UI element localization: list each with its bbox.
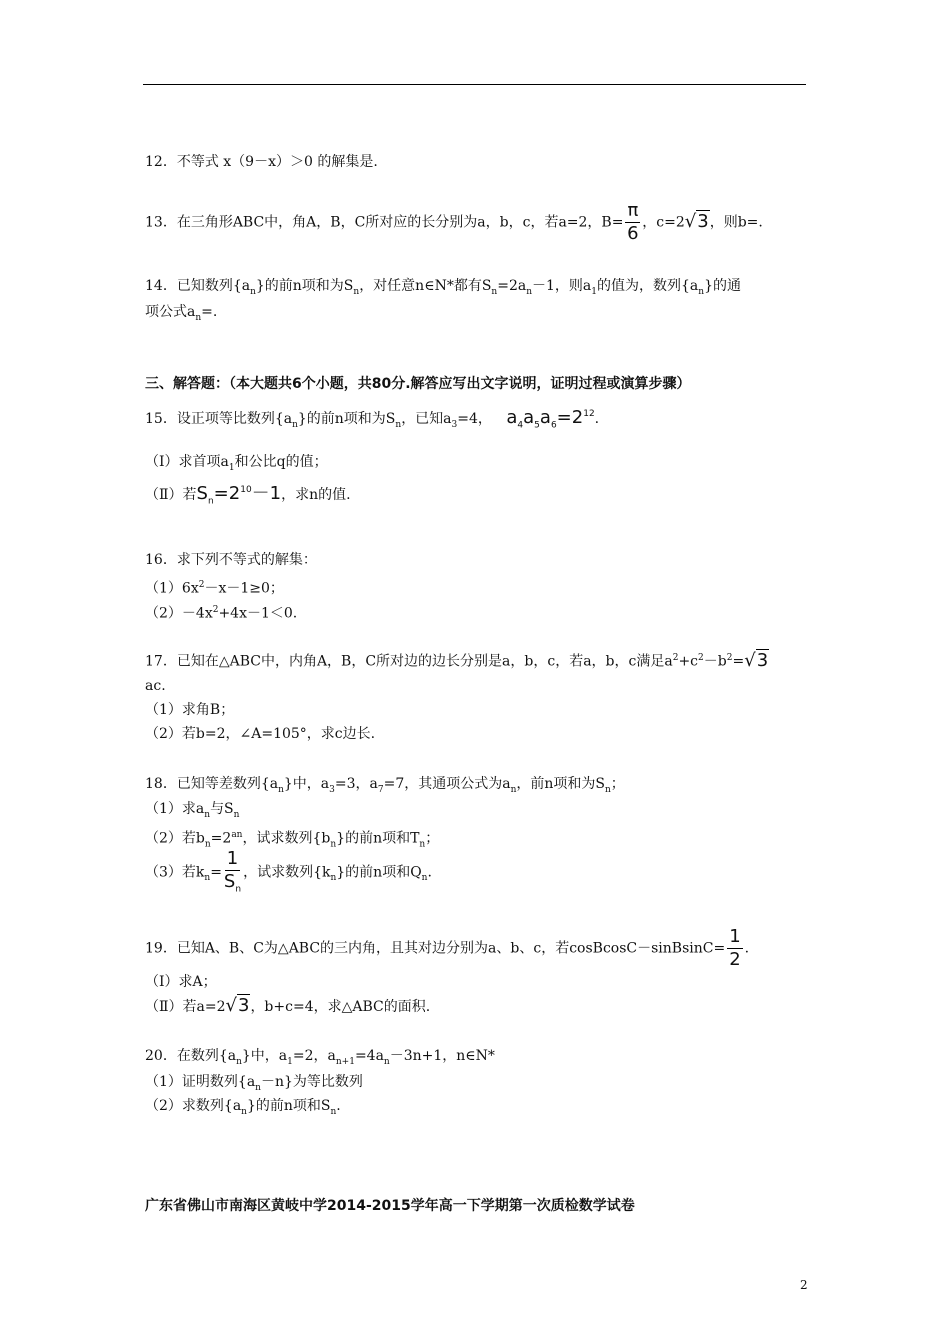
question-20: 20．在数列$\{a_n\}$中，$a_1=2$，$a_{n+1}=4a_n-3n+1$，n∈N* xyxy=(145,1048,495,1067)
formula-sn: $S_n=2^{10}-1$ xyxy=(196,483,282,507)
page-number: 2 xyxy=(800,1278,808,1292)
header-rule xyxy=(143,84,806,85)
sqrt-3: √3 xyxy=(225,995,250,1016)
question-15-part-2: （Ⅱ）若$S_n=2^{10}-1$，求n的值. xyxy=(145,483,351,507)
question-13: 13．在三角形ABC中，角A，B，C所对应的长分别为a，b，c，若a=2，B= $\frac{\pi}{6}$ ，c=2√3，则b=. xyxy=(145,200,763,244)
question-18-part-2: （2）若$b_n=2^{an}$，试求数列$\{b_n\}$的前n项和$T_n$； xyxy=(145,830,440,850)
question-17-line-2: ac. xyxy=(145,678,166,694)
question-14-line-2: 项公式$a_n=$. xyxy=(145,304,218,323)
section-3-heading: 三、解答题：（本大题共6个小题，共80分.解答应写出文字说明，证明过程或演算步骤） xyxy=(145,376,691,392)
question-16-part-1: $(1)6x^2-x-1\ge 0$； xyxy=(145,580,284,597)
question-14-line-1: 14．已知数列$\{a_n\}$的前n项和为$S_n$，对任意n∈N*都有$S_n=2a_n-1$，则$a_1$的值为，数列$\{a_n\}$的通 xyxy=(145,278,741,297)
question-20-part-1: （1）证明数列$\{a_n-n\}$为等比数列 xyxy=(145,1074,363,1093)
formula-a4a5a6: $a_4a_5a_6=2^{12}$ xyxy=(506,407,595,431)
sqrt-3: √3 xyxy=(684,210,709,232)
question-16-part-2: $(2)-4x^2+4x-1<0$. xyxy=(145,605,298,622)
question-15: 15．设正项等比数列$\{a_n\}$的前n项和为$S_n$，已知$a_3=4$， $a_4a_5a_6=2^{12}$. xyxy=(145,407,600,431)
question-17-part-2: （2）若b=2，∠A=105°，求c边长. xyxy=(145,726,376,742)
question-17: 17．已知在△ABC中，内角A，B，C所对边的边长分别是a，b，c，若a，b，c满足$a^2+c^2-b^2=√3$ xyxy=(145,649,769,671)
question-19-part-1: （Ⅰ）求A； xyxy=(145,974,217,990)
question-18-part-3: （3）若$k_n=$ $\frac{1}{S_n}$ ，试求数列$\{k_n\}$的前n项和$Q_n$. xyxy=(145,848,432,895)
question-16: 16．求下列不等式的解集： xyxy=(145,552,317,568)
question-18-part-1: （1）求$a_n$与$S_n$ xyxy=(145,801,240,820)
question-15-part-1: （Ⅰ）求首项$a_1$和公比q的值； xyxy=(145,454,328,473)
exam-title: 广东省佛山市南海区黄岐中学2014-2015学年高一下学期第一次质检数学试卷 xyxy=(145,1198,635,1214)
question-18: 18．已知等差数列$\{a_n\}$中，$a_3=3$，$a_7=7$，其通项公式为$a_n$，前n项和为$S_n$； xyxy=(145,776,625,795)
fraction-1-over-2: $\frac{1}{2}$ xyxy=(729,926,741,970)
fraction-1-over-sn: $\frac{1}{S_n}$ xyxy=(223,848,242,895)
fraction-pi-over-6: $\frac{\pi}{6}$ xyxy=(627,200,639,244)
sqrt-3: √3 xyxy=(744,649,769,671)
question-17-part-1: （1）求角B； xyxy=(145,702,235,718)
question-19: 19．已知A、B、C为△ABC的三内角，且其对边分别为a、b、c，若cosBcosC－sinBsinC= $\frac{1}{2}$ . xyxy=(145,926,750,970)
question-12: 12．不等式 x（9－x）＞0 的解集是. xyxy=(145,154,378,170)
question-19-part-2: （Ⅱ）若a=2√3，b+c=4，求△ABC的面积. xyxy=(145,995,431,1016)
question-20-part-2: （2）求数列$\{a_n\}$的前n项和$S_n$. xyxy=(145,1098,341,1117)
